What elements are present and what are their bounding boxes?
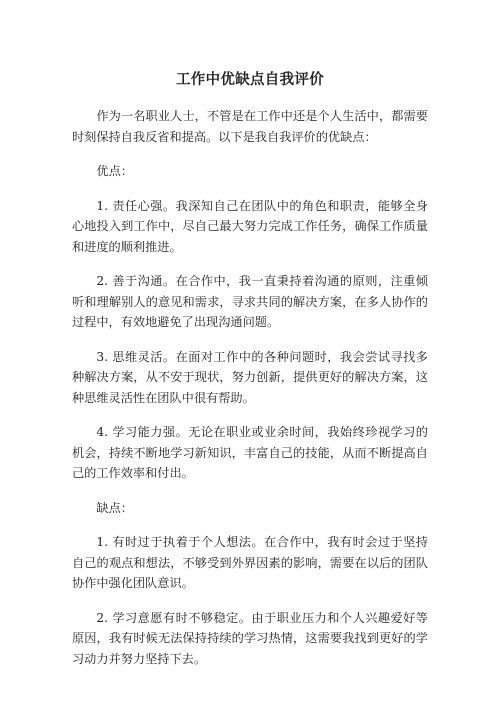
strength-item-4: 4. 学习能力强。无论在职业或业余时间，我始终珍视学习的机会，持续不断地学习新知识，丰富自己的技能，从而不断提高自己的工作效率和付出。	[72, 425, 428, 480]
strength-item-1: 1. 责任心强。我深知自己在团队中的角色和职责，能够全身心地投入到工作中，尽自己最大努力完成工作任务，确保工作质量和进度的顺利推进。	[72, 198, 428, 254]
strengths-heading: 优点：	[96, 164, 133, 178]
weaknesses-heading: 缺点：	[96, 500, 133, 515]
strength-item-3: 3. 思维灵活。在面对工作中的各种问题时，我会尝试寻找多种解决方案，从不安于现状，努力创新，提供更好的解决方案，这种思维灵活性在团队中很有帮助。	[72, 349, 428, 405]
strength-item-2: 2. 善于沟通。在合作中，我一直秉持着沟通的原则，注重倾听和理解别人的意见和需求，寻求共同的解决方案，在多人协作的过程中，有效地避免了出现沟通问题。	[72, 274, 428, 329]
weakness-item-2: 2. 学习意愿有时不够稳定。由于职业压力和个人兴趣爱好等原因，我有时候无法保持持续的学习热情，这需要我找到更好的学习动力并努力坚持下去。	[72, 610, 428, 666]
document-title: 工作中优缺点自我评价	[176, 72, 324, 88]
weakness-item-1: 1. 有时过于执着于个人想法。在合作中，我有时会过于坚持自己的观点和想法，不够受到外界因素的影响，需要在以后的团队协作中强化团队意识。	[72, 535, 428, 590]
intro-paragraph: 作为一名职业人士，不管是在工作中还是个人生活中，都需要时刻保持自我反省和提高。以下是我自我评价的优缺点：	[72, 109, 428, 144]
